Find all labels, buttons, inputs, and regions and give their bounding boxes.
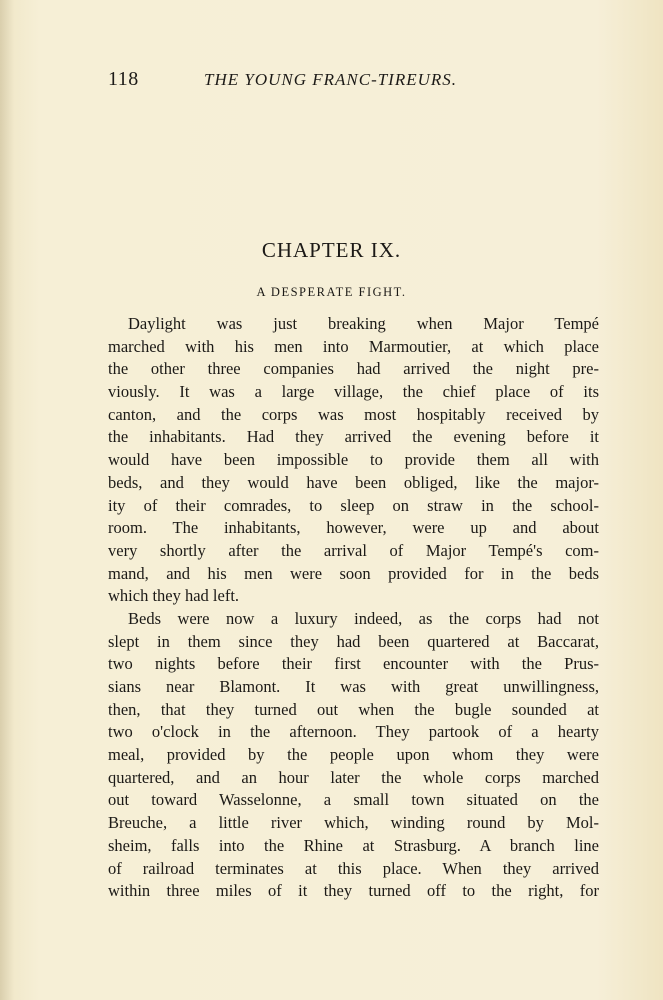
spine-shadow bbox=[0, 0, 14, 1000]
running-header bbox=[108, 68, 558, 94]
text-line: out toward Wasselonne, a small town situated on the bbox=[108, 790, 599, 810]
text-line: Breuche, a little river which, winding round by Mol- bbox=[108, 813, 599, 833]
text-line: Daylight was just breaking when Major Tempé bbox=[128, 314, 599, 333]
text-line: two o'clock in the afternoon. They partook of a hearty bbox=[108, 722, 599, 742]
chapter-heading: CHAPTER IX. bbox=[261, 238, 402, 262]
text-line: beds, and they would have been obliged, like the major- bbox=[108, 472, 599, 492]
text-line: mand, and his men were soon provided for in the beds bbox=[108, 563, 599, 583]
text-line: viously. It was a large village, the chief place of its bbox=[108, 382, 599, 402]
running-title: THE YOUNG FRANC-TIREURS. bbox=[204, 70, 458, 89]
text-line: which they had left. bbox=[108, 586, 240, 606]
text-line: slept in them since they had been quartered at Baccarat, bbox=[108, 631, 599, 651]
text-line: canton, and the corps was most hospitably received by bbox=[108, 404, 599, 424]
text-line: the inhabitants. Had they arrived the evening before it bbox=[108, 427, 599, 447]
text-line: room. The inhabitants, however, were up and about bbox=[108, 518, 599, 538]
text-line: meal, provided by the people upon whom they were bbox=[108, 745, 599, 765]
chapter-subtitle: A DESPERATE FIGHT. bbox=[256, 285, 407, 299]
text-line: quartered, and an hour later the whole corps marched bbox=[108, 767, 599, 787]
text-line: within three miles of it they turned off to the right, for bbox=[108, 881, 599, 901]
text-line: the other three companies had arrived the night pre- bbox=[108, 359, 599, 379]
text-line: would have been impossible to provide them all with bbox=[108, 450, 599, 470]
text-line: very shortly after the arrival of Major Tempé's com- bbox=[108, 540, 599, 560]
text-line: of railroad terminates at this place. When they arrived bbox=[108, 858, 599, 878]
text-line: Beds were now a luxury indeed, as the corps had not bbox=[128, 608, 599, 628]
text-line: two nights before their first encounter with the Prus- bbox=[108, 654, 599, 674]
page-number: 118 bbox=[108, 68, 139, 90]
text-line: marched with his men into Marmoutier, at which place bbox=[108, 336, 599, 356]
text-line: ity of their comrades, to sleep on straw in the school- bbox=[108, 495, 599, 515]
body-text bbox=[108, 313, 599, 903]
text-line: sheim, falls into the Rhine at Strasburg. A branch line bbox=[108, 835, 599, 855]
text-line: sians near Blamont. It was with great unwillingness, bbox=[108, 677, 599, 696]
text-line: then, that they turned out when the bugle sounded at bbox=[108, 699, 599, 719]
